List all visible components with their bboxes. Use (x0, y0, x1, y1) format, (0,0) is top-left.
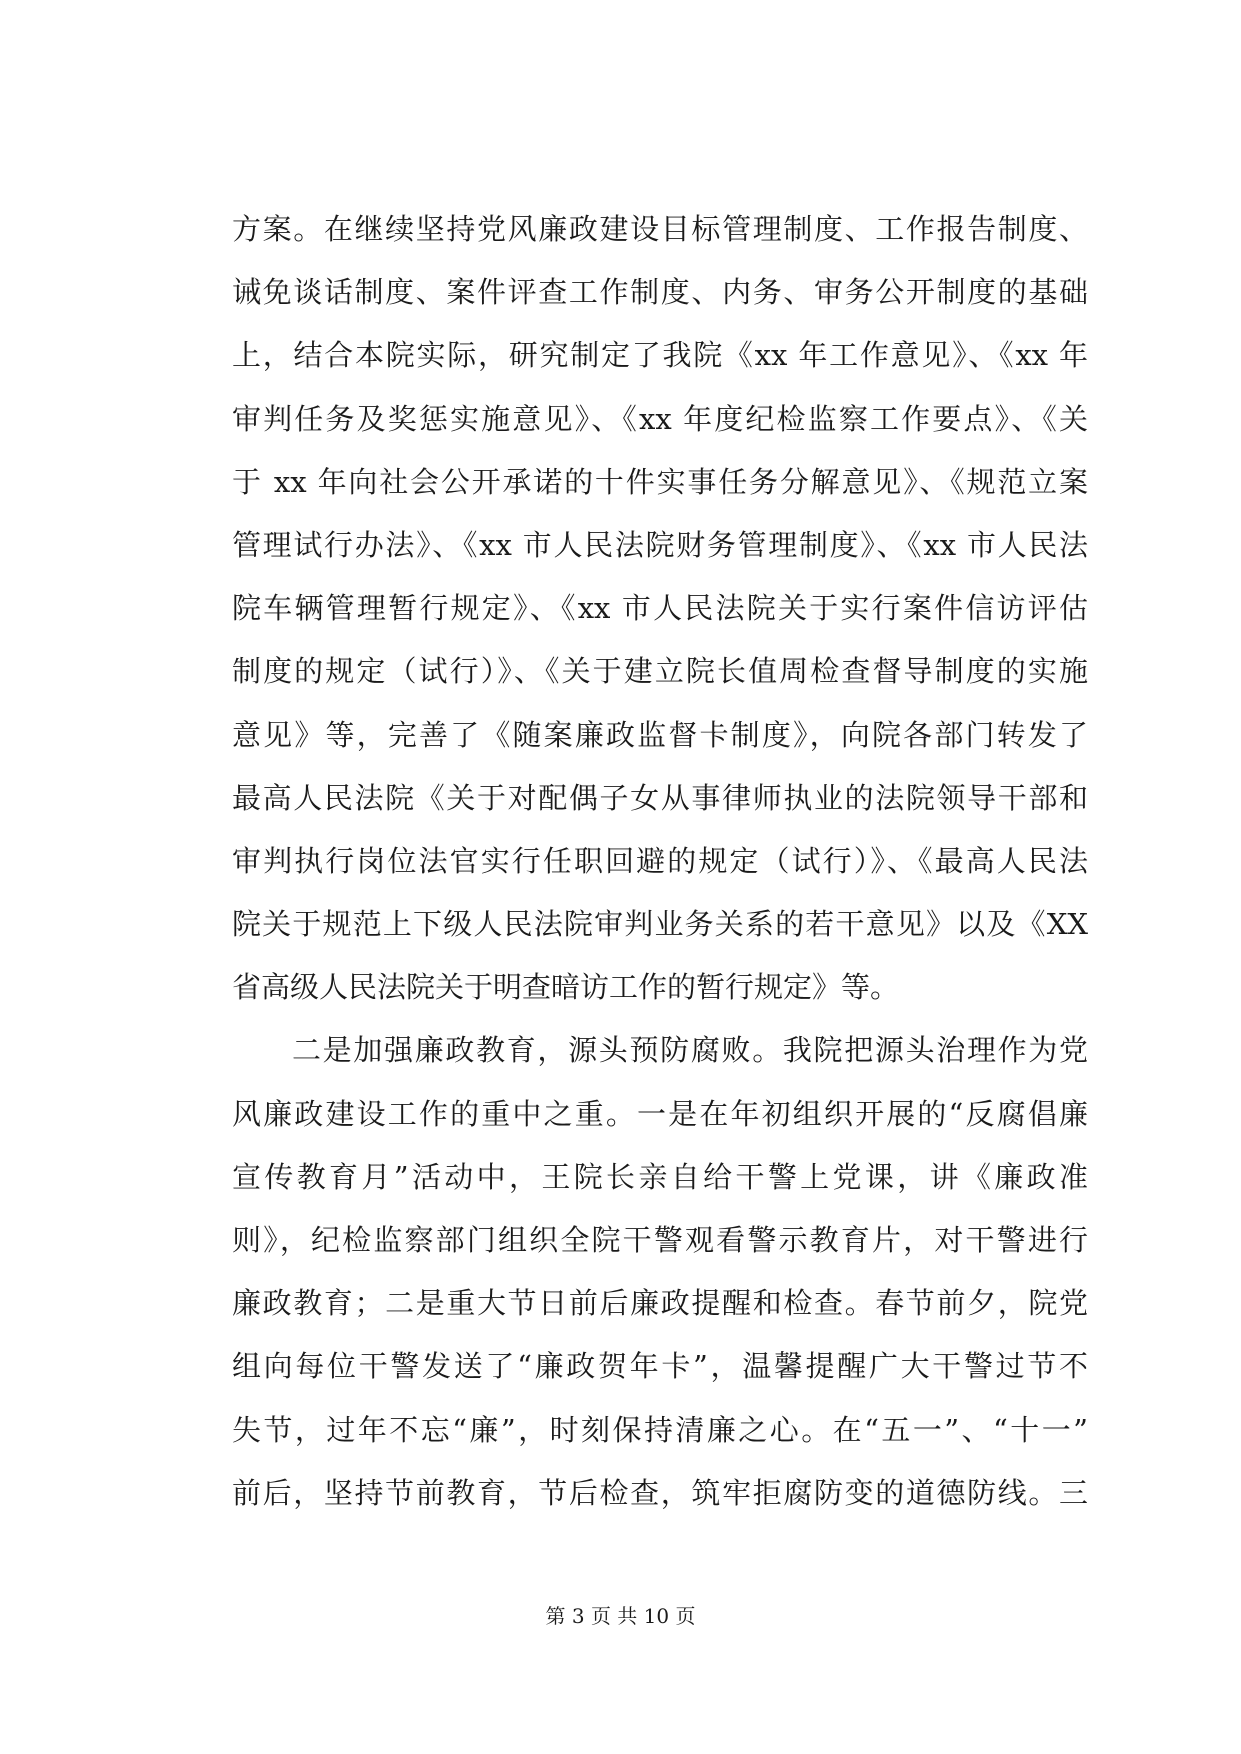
text-line: 审判执行岗位法官实行任职回避的规定（试行）》、《最高人民法 (232, 843, 1088, 878)
text-line: 院关于规范上下级人民法院审判业务关系的若干意见》以及《XX (232, 907, 1088, 942)
text-line: 审判任务及奖惩实施意见》、《xx 年度纪检监察工作要点》、《关 (232, 401, 1088, 436)
text-line: 院车辆管理暂行规定》、《xx 市人民法院关于实行案件信访评估 (232, 591, 1088, 626)
page-number: 第 3 页 共 10 页 (545, 1604, 696, 1628)
text-line: 二是加强廉政教育，源头预防腐败。我院把源头治理作为党 (292, 1033, 1088, 1068)
text-line: 制度的规定（试行）》、《关于建立院长值周检查督导制度的实施 (232, 654, 1088, 689)
text-line: 风廉政建设工作的重中之重。一是在年初组织开展的“反腐倡廉 (232, 1096, 1088, 1131)
text-line: 则》，纪检监察部门组织全院干警观看警示教育片，对干警进行 (232, 1223, 1088, 1257)
text-line: 诫免谈话制度、案件评查工作制度、内务、审务公开制度的基础 (232, 275, 1088, 310)
text-line: 组向每位干警发送了“廉政贺年卡”，温馨提醒广大干警过节不 (232, 1349, 1088, 1384)
text-line: 宣传教育月”活动中，王院长亲自给干警上党课，讲《廉政准 (232, 1159, 1088, 1194)
text-line: 前后，坚持节前教育，节后检查，筑牢拒腐防变的道德防线。三 (232, 1475, 1088, 1510)
body-text (232, 198, 1088, 1525)
text-line: 失节，过年不忘“廉”，时刻保持清廉之心。在“五一”、“十一” (232, 1412, 1088, 1447)
text-line: 廉政教育；二是重大节日前后廉政提醒和检查。春节前夕，院党 (232, 1286, 1088, 1321)
text-line: 方案。在继续坚持党风廉政建设目标管理制度、工作报告制度、 (232, 212, 1088, 246)
text-line: 于 xx 年向社会公开承诺的十件实事任务分解意见》、《规范立案 (232, 464, 1088, 499)
paragraph-1 (232, 198, 1088, 1019)
page-footer (0, 1602, 1241, 1630)
text-line: 管理试行办法》、《xx 市人民法院财务管理制度》、《xx 市人民法 (232, 527, 1088, 562)
text-line: 意见》等，完善了《随案廉政监督卡制度》，向院各部门转发了 (232, 717, 1088, 752)
text-line: 省高级人民法院关于明查暗访工作的暂行规定》等。 (232, 970, 900, 1005)
text-line: 上，结合本院实际，研究制定了我院《xx 年工作意见》、《xx 年 (232, 338, 1088, 373)
text-line: 最高人民法院《关于对配偶子女从事律师执业的法院领导干部和 (232, 780, 1088, 815)
paragraph-2 (232, 1019, 1088, 1525)
